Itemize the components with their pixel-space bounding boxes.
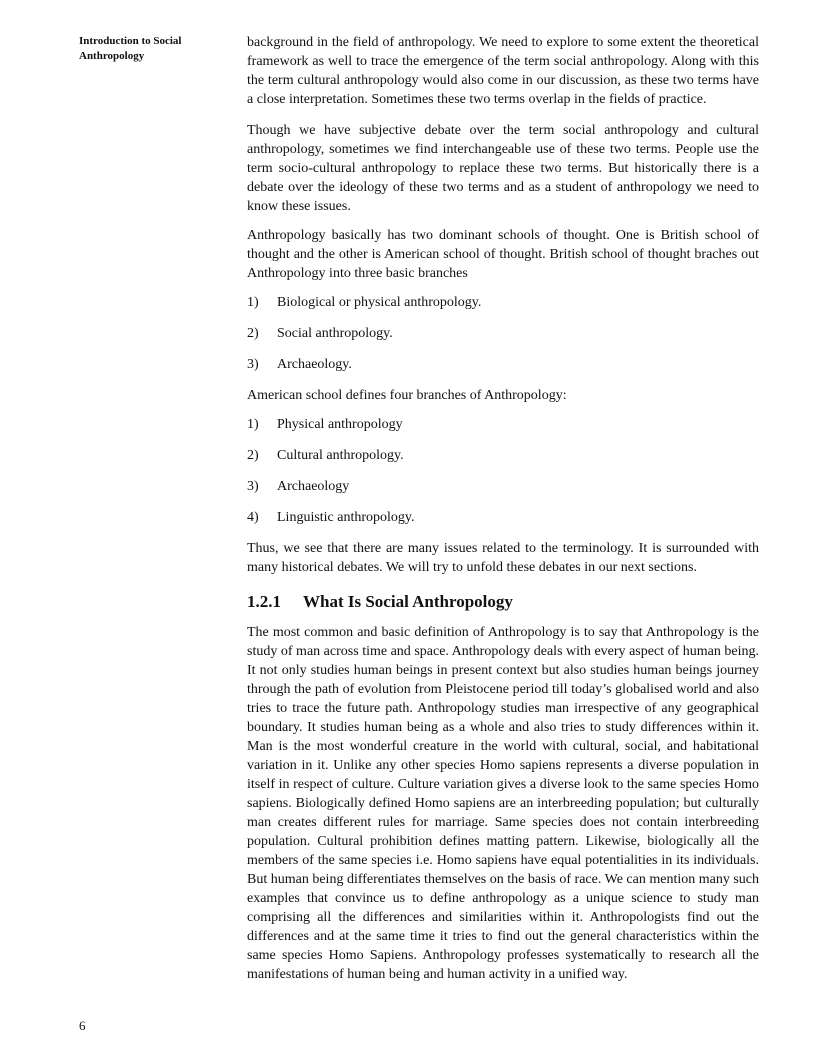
list-text: Linguistic anthropology. bbox=[277, 510, 415, 525]
list-number: 3) bbox=[247, 479, 259, 494]
list-number: 3) bbox=[247, 357, 259, 372]
main-content bbox=[247, 33, 759, 994]
paragraph: American school defines four branches of Anthropology: bbox=[247, 388, 567, 403]
section-title: What Is Social Anthropology bbox=[303, 592, 513, 611]
paragraph: Though we have subjective debate over the term social anthropology and cultural anthropology, sometimes we find interchangeable use of these two terms. People use the term socio-cultural anthropology to replace these two terms. But historically there is a debate over the ideology of these two terms and as a student of anthropology we need to know these issues. bbox=[247, 123, 759, 214]
list-item bbox=[247, 355, 759, 375]
list-text: Social anthropology. bbox=[277, 326, 393, 341]
list-item bbox=[247, 508, 759, 528]
running-head bbox=[79, 34, 229, 64]
british-branches-list bbox=[247, 293, 759, 375]
list-item bbox=[247, 324, 759, 344]
list-number: 4) bbox=[247, 510, 259, 525]
list-text: Physical anthropology bbox=[277, 417, 403, 432]
paragraph: background in the field of anthropology. We need to explore to some extent the theoretical framework as well to trace the emergence of the term social anthropology. Along with this the term cultural anthropology would also come in our discussion, as these two terms have a close interpretation. Sometimes these two terms overlap in the fields of practice. bbox=[247, 35, 759, 107]
list-number: 1) bbox=[247, 417, 259, 432]
list-number: 2) bbox=[247, 326, 259, 341]
list-item bbox=[247, 446, 759, 466]
list-text: Archaeology. bbox=[277, 357, 352, 372]
list-item bbox=[247, 477, 759, 497]
list-item bbox=[247, 293, 759, 313]
list-text: Cultural anthropology. bbox=[277, 448, 404, 463]
american-branches-list bbox=[247, 415, 759, 528]
paragraph: Thus, we see that there are many issues related to the terminology. It is surrounded with many historical debates. We will try to unfold these debates in our next sections. bbox=[247, 541, 759, 575]
section-number: 1.2.1 bbox=[247, 592, 281, 611]
list-number: 2) bbox=[247, 448, 259, 463]
running-head-line-2: Anthropology bbox=[79, 50, 145, 62]
page-number: 6 bbox=[79, 1018, 86, 1033]
list-item bbox=[247, 415, 759, 435]
list-text: Biological or physical anthropology. bbox=[277, 295, 482, 310]
paragraph: The most common and basic definition of Anthropology is to say that Anthropology is the study of man across time and space. Anthropology deals with every aspect of human being. It not only studies human beings in present context but also studies human beings journey through the path of evolution from Pleistocene period till today’s globalised world and also tries to trace the future path. Anthropology studies man irrespective of any geographical boundary. It studies human being as a whole and also tries to study differences within it. Man is the most wonderful creature in the world with cultural, social, and habitational variation in it. Unlike any other species Homo sapiens represents a diverse population in itself in respect of culture. Culture variation gives a diverse look to the same species Homo sapiens. Biologically defined Homo sapiens are an interbreeding population; but culturally man creates different rules for marriage. Same species does not contain interbreeding population. Cultural prohibition defines matting pattern. Likewise, biologically all the members of the same species i.e. Homo sapiens have equal potentialities in its individuals. But human being differentiates themselves on the basis of race. We can mention many such examples that convince us to define anthropology as a unique science to study man comprising all the differences and similarities within it. Anthropologists find out the differences and at the same time it tries to find out the general characteristics within the same species Homo Sapiens. Anthropology professes systematically to research all the manifestations of human being and human activity in a unified way. bbox=[247, 625, 759, 982]
running-head-line-1: Introduction to Social bbox=[79, 35, 182, 47]
section-heading bbox=[247, 591, 759, 613]
list-text: Archaeology bbox=[277, 479, 350, 494]
paragraph: Anthropology basically has two dominant schools of thought. One is British school of thought and the other is American school of thought. British school of thought braches out Anthropology into three basic branches bbox=[247, 228, 759, 281]
list-number: 1) bbox=[247, 295, 259, 310]
